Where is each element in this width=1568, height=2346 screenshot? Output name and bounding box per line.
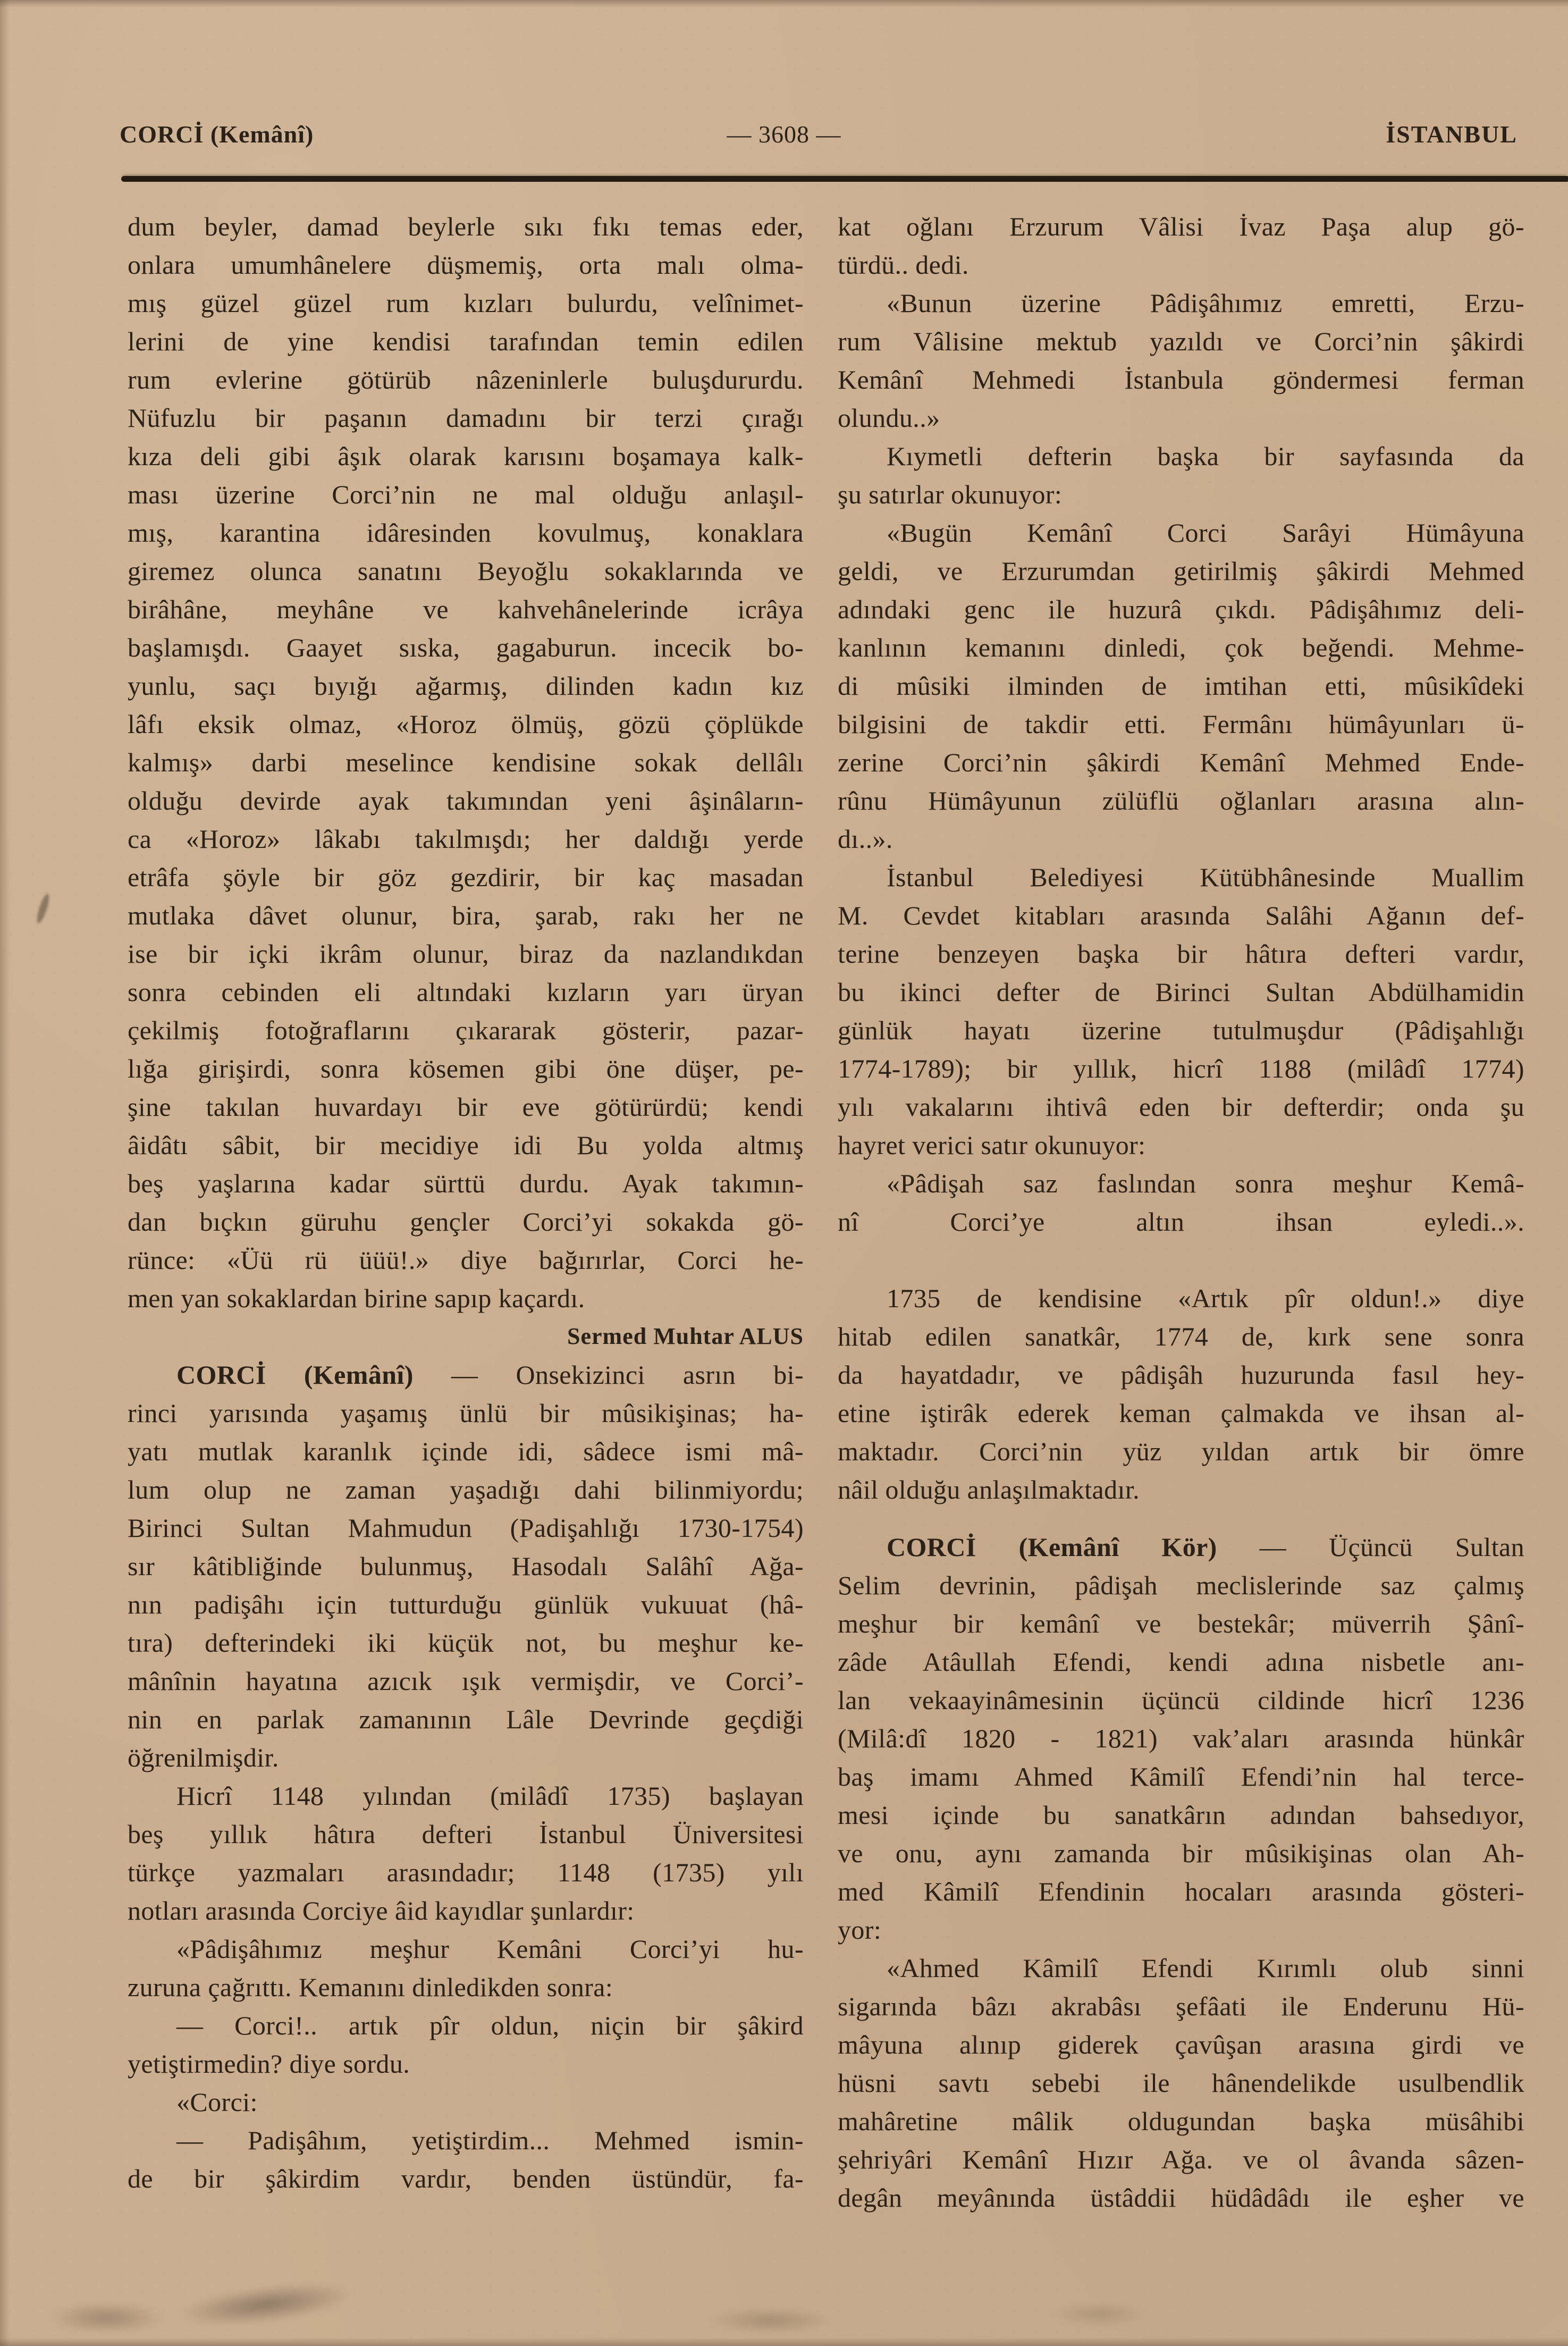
text-line: hitab edilen sanatkâr, 1774 de, kırk sene sonra [838, 1322, 1524, 1351]
text-line: CORCİ (Kemânî Kör) — Üçüncü Sultan [887, 1532, 1524, 1562]
text-line: türkçe yazmaları arasındadır; 1148 (1735) yılı [128, 1857, 804, 1887]
paper-blot [48, 2302, 165, 2334]
paragraph [128, 1356, 804, 1777]
paragraph [838, 514, 1524, 858]
paragraph [128, 2006, 804, 2083]
paragraph [128, 207, 804, 1317]
text-line: çekilmiş fotoğraflarını çıkararak gösterir, pazar- [128, 1015, 804, 1045]
text-line: âidâtı sâbit, bir mecidiye idi Bu yolda altmış [128, 1130, 804, 1160]
paragraph [838, 284, 1524, 437]
text-line: lerini de yine kendisi tarafından temin edilen [128, 326, 804, 356]
text-line: giremez olunca sanatını Beyoğlu sokaklarında ve [128, 556, 804, 586]
margin-pencil-mark [35, 893, 51, 924]
paragraph [128, 2121, 804, 2198]
text-line: da hayatdadır, ve pâdişâh huzurunda fasıl hey- [838, 1360, 1524, 1390]
left-column [128, 207, 804, 2198]
text-line: mış güzel güzel rum kızları bulurdu, velînimet- [128, 288, 804, 318]
text-line: öğrenilmişdir. [128, 1743, 279, 1772]
text-line: ca «Horoz» lâkabı takılmışdı; her daldığı yerde [128, 824, 804, 854]
paragraph [838, 207, 1524, 284]
text-line: de bir şâkirdim vardır, benden üstündür, fa- [128, 2164, 804, 2193]
text-line: baş imamı Ahmed Kâmilî Efendi’nin hal terce- [838, 1762, 1524, 1792]
text-line: «Pâdişâhımız meşhur Kemâni Corci’yi hu- [176, 1934, 804, 1964]
ink-scribble-smudge [174, 2275, 358, 2334]
text-line: dan bıçkın güruhu gençler Corci’yi sokakda gö- [128, 1207, 804, 1237]
text-line: CORCİ (Kemânî) — Onsekizinci asrın bi- [176, 1360, 804, 1390]
text-line: ve onu, aynı zamanda bir mûsikişinas olan Ah- [838, 1838, 1524, 1868]
text-line: «Bunun üzerine Pâdişâhımız emretti, Erzu- [887, 288, 1524, 318]
text-line: dı..». [838, 824, 893, 854]
text-line: hüsni savtı sebebi ile hânendelikde usulbendlik [838, 2068, 1524, 2098]
text-line: sır kâtibliğinde bulunmuş, Hasodalı Salâhî Ağa- [128, 1551, 804, 1581]
text-line: Kıymetli defterin başka bir sayfasında da [887, 441, 1524, 471]
text-line: ise bir içki ikrâm olunur, biraz da nazlandıkdan [128, 939, 804, 969]
text-line: beş yaşlarına kadar sürttü durdu. Ayak takımın- [128, 1168, 804, 1198]
paragraph [128, 2083, 804, 2121]
text-line: zerine Corci’nin şâkirdi Kemânî Mehmed Ende- [838, 747, 1524, 777]
text-line: rinci yarısında yaşamış ünlü bir mûsikişinas; ha- [128, 1398, 804, 1428]
text-line: nâil olduğu anlaşılmaktadır. [838, 1475, 1140, 1504]
text-line: Kemânî Mehmedi İstanbula göndermesi ferman [838, 365, 1524, 394]
text-line: lan vekaayinâmesinin üçüncü cildinde hicrî 1236 [838, 1685, 1524, 1715]
paragraph [838, 1949, 1524, 2217]
text-line [838, 1241, 1524, 1279]
text-line: Selim devrinin, pâdişah meclislerinde saz çalmış [838, 1570, 1524, 1600]
text-line: birâhâne, meyhâne ve kahvehânelerinde icrâya [128, 594, 804, 624]
text-line: di mûsiki ilminden de imtihan etti, mûsikîdeki [838, 671, 1524, 701]
text-line: zâde Atâullah Efendi, kendi adına nisbetle anı- [838, 1647, 1524, 1677]
text-line: bilgisini de takdir etti. Fermânı hümâyunları ü- [838, 709, 1524, 739]
scan-bottom-shadow [0, 2337, 1568, 2346]
text-line: 1774-1789); bir yıllık, hicrî 1188 (milâdî 1774) [838, 1054, 1524, 1083]
text-line: sigarında bâzı akrabâsı şefâati ile Enderunu Hü- [838, 1991, 1524, 2021]
text-line: İstanbul Belediyesi Kütübhânesinde Muallim [887, 862, 1524, 892]
paragraph [128, 1930, 804, 2006]
text-line: şehriyâri Kemânî Hızır Ağa. ve ol âvanda sâzen- [838, 2145, 1524, 2174]
page-number: — 3608 — [727, 121, 841, 148]
text-line: ması üzerine Corci’nin ne mal olduğu anlaşıl- [128, 480, 804, 509]
text-line: şu satırlar okunuyor: [838, 480, 1063, 509]
paragraph [838, 1164, 1524, 1279]
text-line: «Corci: [176, 2087, 258, 2117]
paragraph [838, 437, 1524, 514]
text-line: beş yıllık hâtıra defteri İstanbul Üniversitesi [128, 1819, 804, 1849]
text-line: şine takılan huvardayı bir eve götürürdü; kendi [128, 1092, 804, 1122]
text-line: etrâfa şöyle bir göz gezdirir, bir kaç masadan [128, 862, 804, 892]
text-line: rünce: «Üü rü üüü!.» diye bağırırlar, Corci he- [128, 1245, 804, 1275]
header-rule [121, 176, 1568, 182]
text-line: maktadır. Corci’nin yüz yıldan artık bir ömre [838, 1436, 1524, 1466]
text-line: rum Vâlisine mektub yazıldı ve Corci’nin şâkirdi [838, 326, 1524, 356]
text-line: meşhur bir kemânî ve bestekâr; müverrih Şânî- [838, 1609, 1524, 1638]
text-line: «Bugün Kemânî Corci Sarâyi Hümâyuna [887, 518, 1524, 548]
text-line: Nüfuzlu bir paşanın damadını bir terzi çırağı [128, 403, 804, 433]
text-line: etine iştirâk ederek keman çalmakda ve ihsan al- [838, 1398, 1524, 1428]
text-line: lığa girişirdi, sonra kösemen gibi öne düşer, pe- [128, 1054, 804, 1083]
text-line: — Padişâhım, yetiştirdim... Mehmed ismin- [176, 2125, 804, 2155]
text-line: notları arasında Corciye âid kayıdlar şunlardır: [128, 1896, 635, 1925]
text-line: terine benzeyen başka bir hâtıra defteri vardır, [838, 939, 1524, 969]
text-line: men yan sokaklardan birine sapıp kaçardı. [128, 1283, 585, 1313]
text-line: kalmış» darbi meselince kendisine sokak dellâlı [128, 747, 804, 777]
text-line: sonra cebinden eli altındaki kızların yarı üryan [128, 977, 804, 1007]
text-line: Birinci Sultan Mahmudun (Padişahlığı 1730-1754) [128, 1513, 804, 1543]
text-line: 1735 de kendisine «Artık pîr oldun!.» diye [887, 1283, 1524, 1313]
text-line: «Pâdişah saz faslından sonra meşhur Kemâ- [887, 1168, 1524, 1198]
entry-headword: CORCİ (Kemânî Kör) [887, 1532, 1217, 1562]
text-line: kanlının kemanını dinledi, çok beğendi. Mehme- [838, 633, 1524, 662]
text-line: mahâretine mâlik oldugundan başka müsâhibi [838, 2106, 1524, 2136]
text-line: tıra) defterindeki iki küçük not, bu meşhur ke- [128, 1628, 804, 1658]
text-line: rûnu Hümâyunun zülüflü oğlanları arasına alın- [838, 786, 1524, 815]
paragraph [838, 858, 1524, 1164]
text-line: günlük hayatı üzerine tutulmuşdur (Pâdişahlığı [838, 1015, 1524, 1045]
paragraph [838, 1279, 1524, 1509]
paragraph [838, 1528, 1524, 1949]
author-signature: Sermed Muhtar ALUS [567, 1323, 804, 1349]
entry-headword: CORCİ (Kemânî) [176, 1360, 414, 1390]
text-line: olduğu devirde ayak takımından yeni âşinâların- [128, 786, 804, 815]
scan-top-shadow [0, 0, 1568, 7]
text-line: zuruna çağrıttı. Kemanını dinledikden sonra: [128, 1972, 613, 2002]
text-line: yor: [838, 1915, 882, 1945]
right-column [838, 207, 1524, 2217]
paragraph [128, 1777, 804, 1930]
text-line: nin en parlak zamanının Lâle Devrinde geçdiği [128, 1704, 804, 1734]
paper-blot [1052, 2302, 1148, 2326]
text-line: degân meyânında üstâddii hüdâdâdı ile eşher ve [838, 2183, 1524, 2213]
text-line: mâyuna alınıp giderek çavûşan arasına girdi ve [838, 2030, 1524, 2059]
text-line: med Kâmilî Efendinin hocaları arasında gösteri- [838, 1877, 1524, 1906]
text-line: M. Cevdet kitabları arasında Salâhi Ağanın def- [838, 901, 1524, 930]
text-line: nın padişâhı için tutturduğu günlük vukuuat (hâ- [128, 1590, 804, 1619]
text-line: adındaki genc ile huzurâ çıkdı. Pâdişâhımız deli- [838, 594, 1524, 624]
text-line: rum evlerine götürüb nâzeninlerle buluşdururdu. [128, 365, 804, 394]
text-line: yatı mutlak karanlık içinde idi, sâdece ismi mâ- [128, 1436, 804, 1466]
text-line: lum olup ne zaman yaşadığı dahi bilinmiyordu; [128, 1475, 804, 1504]
running-head-entry: CORCİ (Kemânî) [120, 121, 314, 148]
text-line: mânînin hayatına azıcık ışık vermişdir, ve Corci’- [128, 1666, 804, 1696]
paper-blot [707, 2307, 834, 2334]
text-line: bu ikinci defter de Birinci Sultan Abdülhamidin [838, 977, 1524, 1007]
text-line: Hicrî 1148 yılından (milâdî 1735) başlayan [176, 1781, 804, 1811]
text-line: onlara umumhânelere düşmemiş, orta malı olma- [128, 250, 804, 280]
text-line: (Milâ:dî 1820 - 1821) vak’aları arasında hünkâr [838, 1723, 1524, 1753]
text-line: lâfı eksik olmaz, «Horoz ölmüş, gözü çöplükde [128, 709, 804, 739]
text-line: geldi, ve Erzurumdan getirilmiş şâkirdi Mehmed [838, 556, 1524, 586]
text-line: nî Corci’ye altın ihsan eyledi..». [838, 1207, 1524, 1237]
text-line: başlamışdı. Gaayet sıska, gagaburun. incecik bo- [128, 633, 804, 662]
running-head-title: İSTANBUL [1386, 121, 1518, 148]
text-line: yılı vakalarını ihtivâ eden bir defterdir; onda şu [838, 1092, 1524, 1122]
text-line: mutlaka dâvet olunur, bira, şarab, rakı her ne [128, 901, 804, 930]
text-line: yetiştirmedin? diye sordu. [128, 2049, 410, 2079]
text-line: kat oğlanı Erzurum Vâlisi İvaz Paşa alup gö- [838, 212, 1524, 241]
text-line: mesi içinde bu sanatkârın adından bahsedıyor, [838, 1800, 1524, 1830]
text-line: — Corci!.. artık pîr oldun, niçin bir şâkird [176, 2011, 804, 2040]
text-line: olundu..» [838, 403, 940, 433]
text-line: «Ahmed Kâmilî Efendi Kırımlı olub sinni [887, 1953, 1524, 1983]
text-line: kıza deli gibi âşık olarak karısını boşamaya kalk- [128, 441, 804, 471]
text-line: hayret verici satır okunuyor: [838, 1130, 1146, 1160]
scan-left-shadow [0, 0, 10, 2346]
text-line: mış, karantina idâresinden kovulmuş, konaklara [128, 518, 804, 548]
text-line: yunlu, saçı bıyığı ağarmış, dilinden kadın kız [128, 671, 804, 701]
text-line: dum beyler, damad beylerle sıkı fıkı temas eder, [128, 212, 804, 241]
text-line: türdü.. dedi. [838, 250, 969, 280]
